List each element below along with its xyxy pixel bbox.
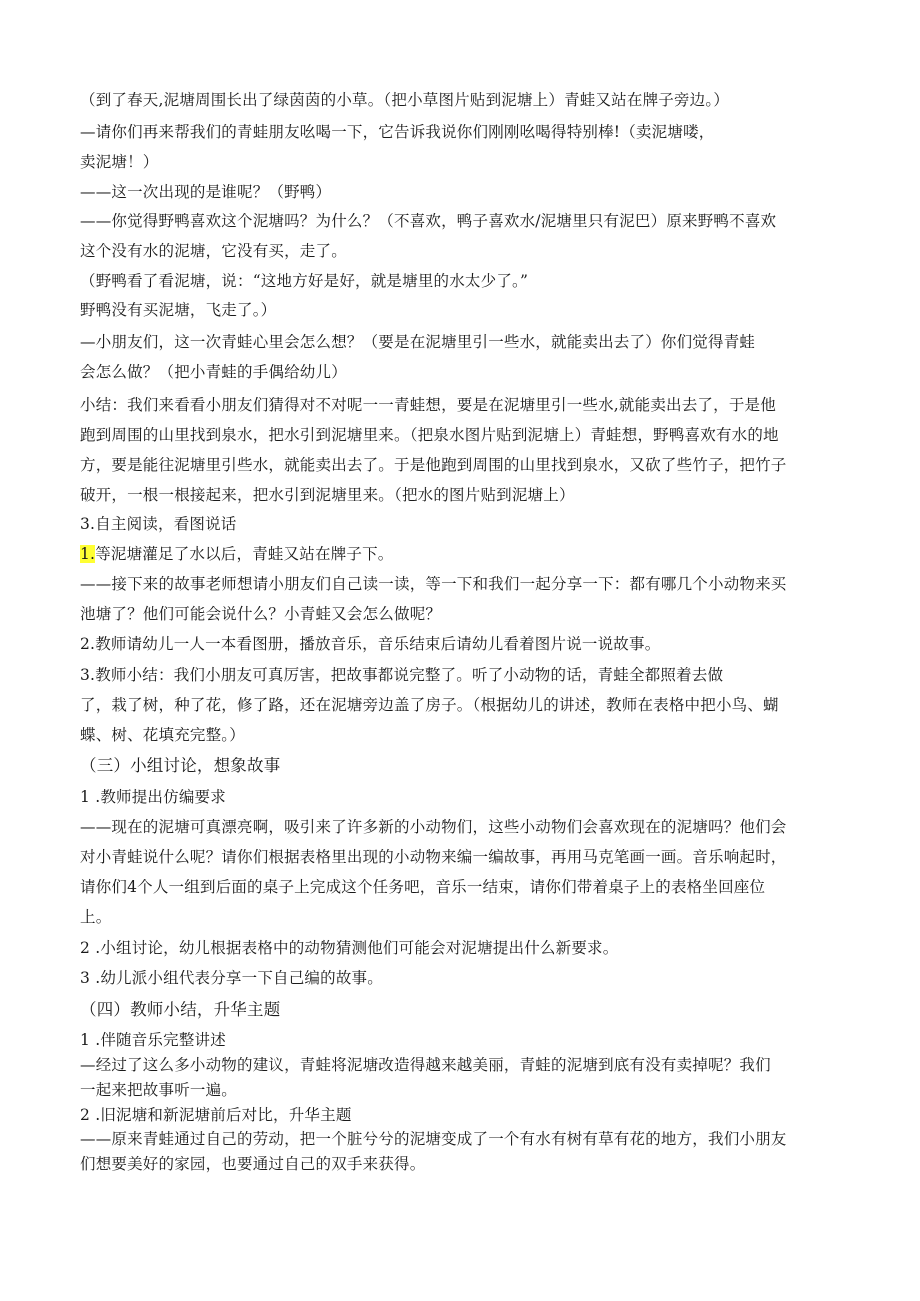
section-subheading: 1 .教师提出仿编要求 [80, 788, 226, 806]
paragraph-line: ——原来青蛙通过自己的劳动，把一个脏兮兮的泥塘变成了一个有水有树有草有花的地方，我们小朋友 [80, 1130, 787, 1148]
paragraph-line: 跑到周围的山里找到泉水，把水引到泥塘里来。（把泉水图片贴到泥塘上）青蛙想，野鸭喜欢有水的地 [80, 426, 779, 444]
paragraph-line: ——接下来的故事老师想请小朋友们自己读一读，等一下和我们一起分享一下：都有哪几个小动物来买 [80, 575, 787, 593]
paragraph-line: 会怎么做？（把小青蛙的手偶给幼儿） [80, 363, 347, 381]
paragraph-line: 3 .幼儿派小组代表分享一下自己编的故事。 [80, 969, 383, 987]
paragraph-line: 卖泥塘！） [80, 153, 159, 171]
paragraph-line [80, 543, 394, 565]
paragraph-line: 蝶、树、花填充完整。） [80, 726, 245, 744]
paragraph-line: —请你们再来帮我们的青蛙朋友吆喝一下，它告诉我说你们刚刚吆喝得特别棒!（卖泥塘喽， [80, 123, 715, 141]
paragraph-line: 池塘了？他们可能会说什么？小青蛙又会怎么做呢？ [80, 605, 442, 623]
paragraph-line: ——这一次出现的是谁呢？（野鸭） [80, 183, 332, 201]
paragraph-line: 上。 [80, 908, 112, 926]
paragraph-line: 2 .小组讨论，幼儿根据表格中的动物猜测他们可能会对泥塘提出什么新要求。 [80, 939, 619, 957]
section-subheading: 1 .伴随音乐完整讲述 [80, 1031, 226, 1049]
paragraph-line: 们想要美好的家园，也要通过自己的双手来获得。 [80, 1155, 426, 1173]
paragraph-text: 等泥塘灌足了水以后，青蛙又站在牌子下。 [95, 545, 394, 563]
section-subheading: 2 .旧泥塘和新泥塘前后对比，升华主题 [80, 1106, 352, 1124]
section-heading: （三）小组讨论，想象故事 [80, 756, 281, 775]
paragraph-line: —经过了这么多小动物的建议，青蛙将泥塘改造得越来越美丽，青蛙的泥塘到底有没有卖掉呢？我们 [80, 1056, 771, 1074]
paragraph-line: 一起来把故事听一遍。 [80, 1081, 238, 1099]
section-heading: （四）教师小结，升华主题 [80, 1000, 281, 1019]
paragraph-line: ——你觉得野鸭喜欢这个泥塘吗？为什么？（不喜欢，鸭子喜欢水/泥塘里只有泥巴）原来野鸭不喜欢 [80, 212, 777, 230]
paragraph-line: 破开，一根一根接起来，把水引到泥塘里来。（把水的图片贴到泥塘上） [80, 486, 575, 504]
paragraph-line: 2.教师请幼儿一人一本看图册，播放音乐，音乐结束后请幼儿看着图片说一说故事。 [80, 635, 661, 653]
paragraph-line: 对小青蛙说什么呢？请你们根据表格里出现的小动物来编一编故事，再用马克笔画一画。音乐响起时， [80, 848, 787, 866]
paragraph-line: 请你们4个人一组到后面的桌子上完成这个任务吧，音乐一结束，请你们带着桌子上的表格坐回座位 [80, 878, 766, 896]
paragraph-line: 3.教师小结：我们小朋友可真厉害，把故事都说完整了。听了小动物的话，青蛙全都照着去做 [80, 666, 724, 684]
paragraph-line: 这个没有水的泥塘，它没有买，走了。 [80, 242, 347, 260]
paragraph-line: 小结：我们来看看小朋友们猜得对不对呢一一青蛙想，要是在泥塘里引一些水,就能卖出去了，于是他 [80, 396, 776, 414]
paragraph-line: （野鸭看了看泥塘，说：“这地方好是好，就是塘里的水太少了。” [80, 272, 529, 290]
paragraph-line: ——现在的泥塘可真漂亮啊，吸引来了许多新的小动物们，这些小动物们会喜欢现在的泥塘吗？他们会 [80, 818, 787, 836]
paragraph-line: 了，栽了树，种了花，修了路，还在泥塘旁边盖了房子。（根据幼儿的讲述，教师在表格中把小鸟、蝴 [80, 696, 779, 714]
paragraph-line: 野鸭没有买泥塘，飞走了。） [80, 301, 277, 319]
section-subheading: 3.自主阅读，看图说话 [80, 515, 237, 533]
paragraph-line: （到了春天,泥塘周围长出了绿茵茵的小草。（把小草图片贴到泥塘上）青蛙又站在牌子旁边。） [80, 91, 730, 109]
paragraph-line: —小朋友们，这一次青蛙心里会怎么想？（要是在泥塘里引一些水，就能卖出去了）你们觉得青蛙 [80, 333, 756, 351]
highlighted-number: 1. [80, 545, 96, 563]
paragraph-line: 方，要是能往泥塘里引些水，就能卖出去了。于是他跑到周围的山里找到泉水，又砍了些竹子，把竹子 [80, 456, 787, 474]
